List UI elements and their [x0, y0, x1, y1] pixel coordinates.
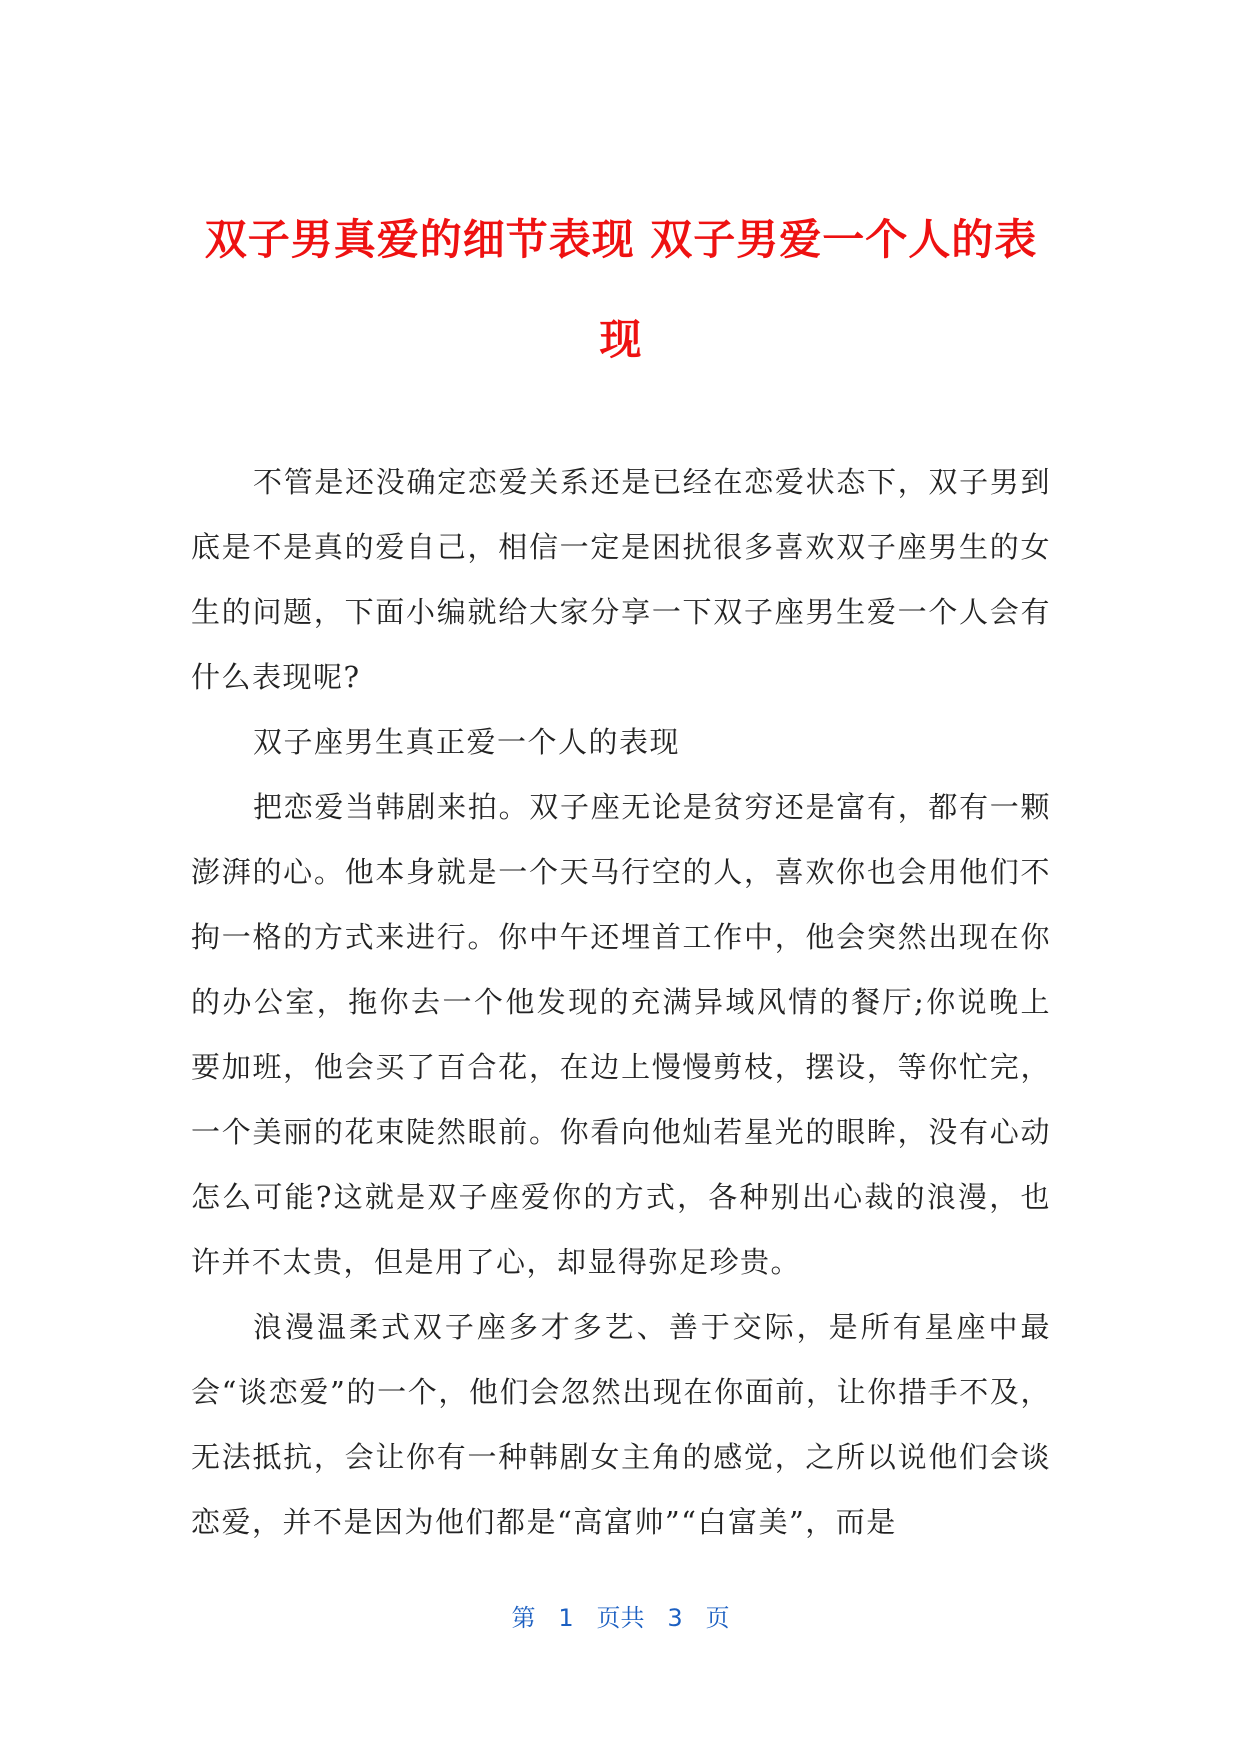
page-label-prefix: 第 [511, 1604, 536, 1632]
document-body [191, 450, 1051, 1555]
current-page-number: 1 [558, 1604, 574, 1632]
document-title-line-2: 现 [599, 315, 643, 364]
paragraph-subheading: 双子座男生真正爱一个人的表现 [253, 725, 681, 759]
paragraph-intro: 不管是还没确定恋爱关系还是已经在恋爱状态下，双子男到底是不是真的爱自己，相信一定是困扰很多喜欢双子座男生的女生的问题，下面小编就给大家分享一下双子座男生爱一个人会有什么表现呢? [191, 465, 1051, 694]
paragraph-romantic-gentle: 浪漫温柔式双子座多才多艺、善于交际，是所有星座中最会“谈恋爱”的一个，他们会忽然出现在你面前，让你措手不及，无法抵抗，会让你有一种韩剧女主角的感觉，之所以说他们会谈恋爱，并不是因为他们都是“高富帅”“白富美”，而是 [191, 1310, 1051, 1539]
paragraph-korean-drama: 把恋爱当韩剧来拍。双子座无论是贫穷还是富有，都有一颗澎湃的心。他本身就是一个天马行空的人，喜欢你也会用他们不拘一格的方式来进行。你中午还埋首工作中，他会突然出现在你的办公室，拖你去一个他发现的充满异域风情的餐厅;你说晚上要加班，他会买了百合花，在边上慢慢剪枝，摆设，等你忙完，一个美丽的花束陡然眼前。你看向他灿若星光的眼眸，没有心动怎么可能?这就是双子座爱你的方式，各种别出心裁的浪漫，也许并不太贵，但是用了心，却显得弥足珍贵。 [191, 790, 1051, 1279]
page-label-suffix: 页 [705, 1604, 730, 1632]
document-title-line-1: 双子男真爱的细节表现 双子男爱一个人的表 [204, 215, 1038, 264]
page-footer [0, 1598, 1241, 1638]
total-pages-number: 3 [667, 1604, 683, 1632]
page-label-middle: 页共 [596, 1604, 645, 1632]
document-title [190, 190, 1052, 390]
